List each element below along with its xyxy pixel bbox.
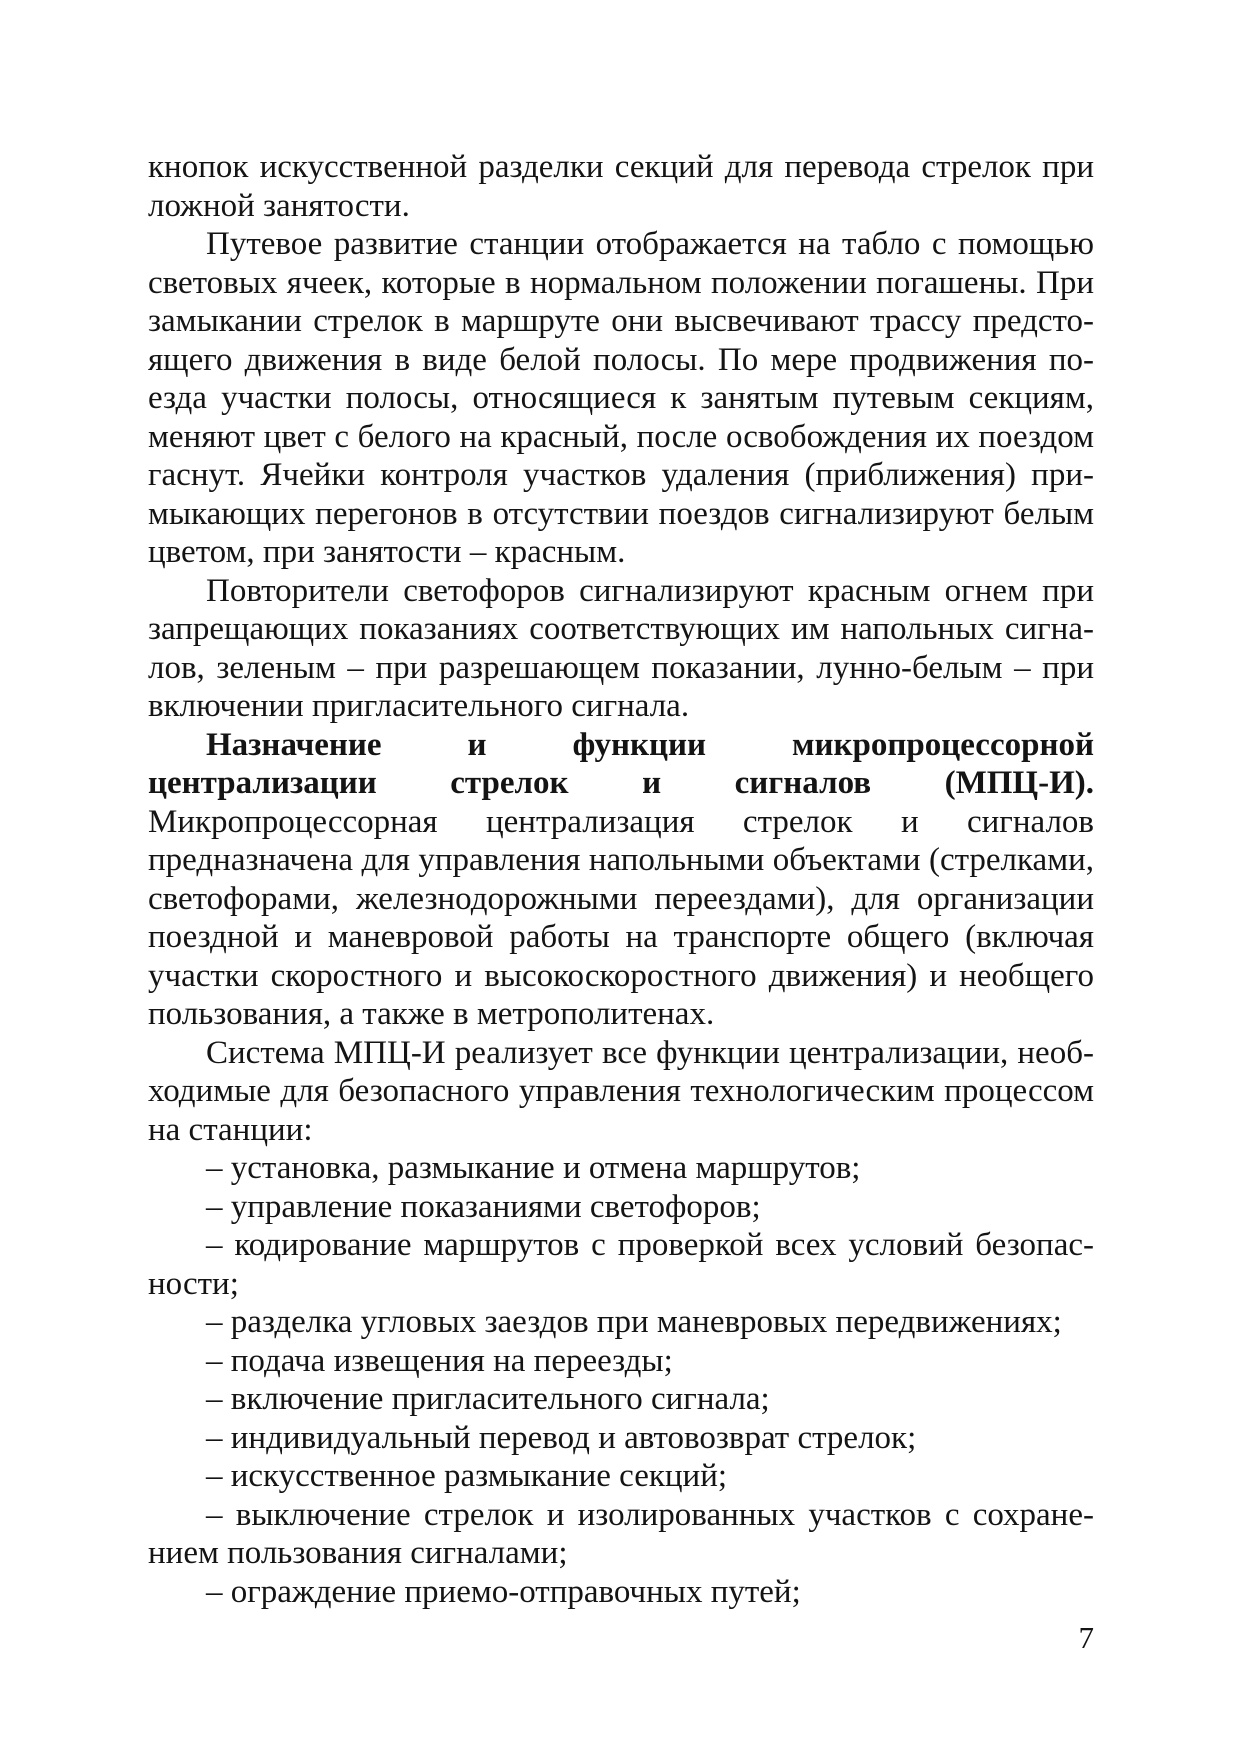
list-item: – разделка угловых заездов при маневровых передвижениях; — [206, 1304, 1062, 1340]
paragraph-continuation: кнопок искусственной разделки секций для перевода стрелок при ложной занятости. — [148, 149, 1094, 224]
page-number: 7 — [1078, 1620, 1094, 1655]
list-item: – управление показаниями светофоров; — [206, 1188, 761, 1225]
paragraph-signal-repeaters: Повторители светофоров сигнализируют красным огнем при запрещающих показаниях соответствующих им напольных сигналов, зеленым – при разрешающем показании, лунно-белым – при включении пригласительного сигнала. — [148, 572, 1094, 724]
paragraph-mpc-functions: Система МПЦ-И реализует все функции централизации, необходимые для безопасного управления технологическим процессом на станции: — [148, 1034, 1094, 1148]
list-item: – подача извещения на переезды; — [206, 1342, 673, 1379]
section-heading: Назначение и функции микропроцессорной централизации стрелок и сигналов (МПЦ-И). — [148, 726, 1094, 801]
list-item: – выключение стрелок и изолированных участков с сохранением пользования сигналами; — [148, 1496, 1094, 1571]
list-item: – включение пригласительного сигнала; — [206, 1381, 770, 1417]
paragraph-track-display: Путевое развитие станции отображается на табло с помощью световых ячеек, которые в нормальном положении погашены. При замыкании стрелок в маршруте они высвечивают трассу предстоящего движения в виде белой полосы. По мере продвижения поезда участки полосы, относящиеся к занятым путевым секциям, меняют цвет с белого на красный, после освобождения их поездом гаснут. Ячейки контроля участков удаления (приближения) примыкающих перегонов в отсутствии поездов сигнализируют белым цветом, при занятости – красным. — [148, 226, 1094, 570]
list-item: – индивидуальный перевод и автовозврат стрелок; — [206, 1419, 917, 1456]
paragraph-mpc-purpose — [148, 726, 1094, 1034]
page-body — [148, 148, 1094, 1611]
list-item: – кодирование маршрутов с проверкой всех условий безопасности; — [148, 1227, 1094, 1302]
list-item: – ограждение приемо-отправочных путей; — [206, 1573, 801, 1610]
list-item: – установка, размыкание и отмена маршрутов; — [206, 1150, 861, 1186]
list-item: – искусственное размыкание секций; — [206, 1458, 728, 1494]
paragraph-mpc-purpose-text: Микропроцессорная централизация стрелок и сигналов предназначена для управления напольными объектами (стрелками, светофорами, железнодорожными переездами), для организации поездной и маневровой работы на транспорте общего (включая участки скоростного и высокоскоростного движения) и необщего пользования, а также в метрополитенах. — [148, 803, 1094, 1032]
